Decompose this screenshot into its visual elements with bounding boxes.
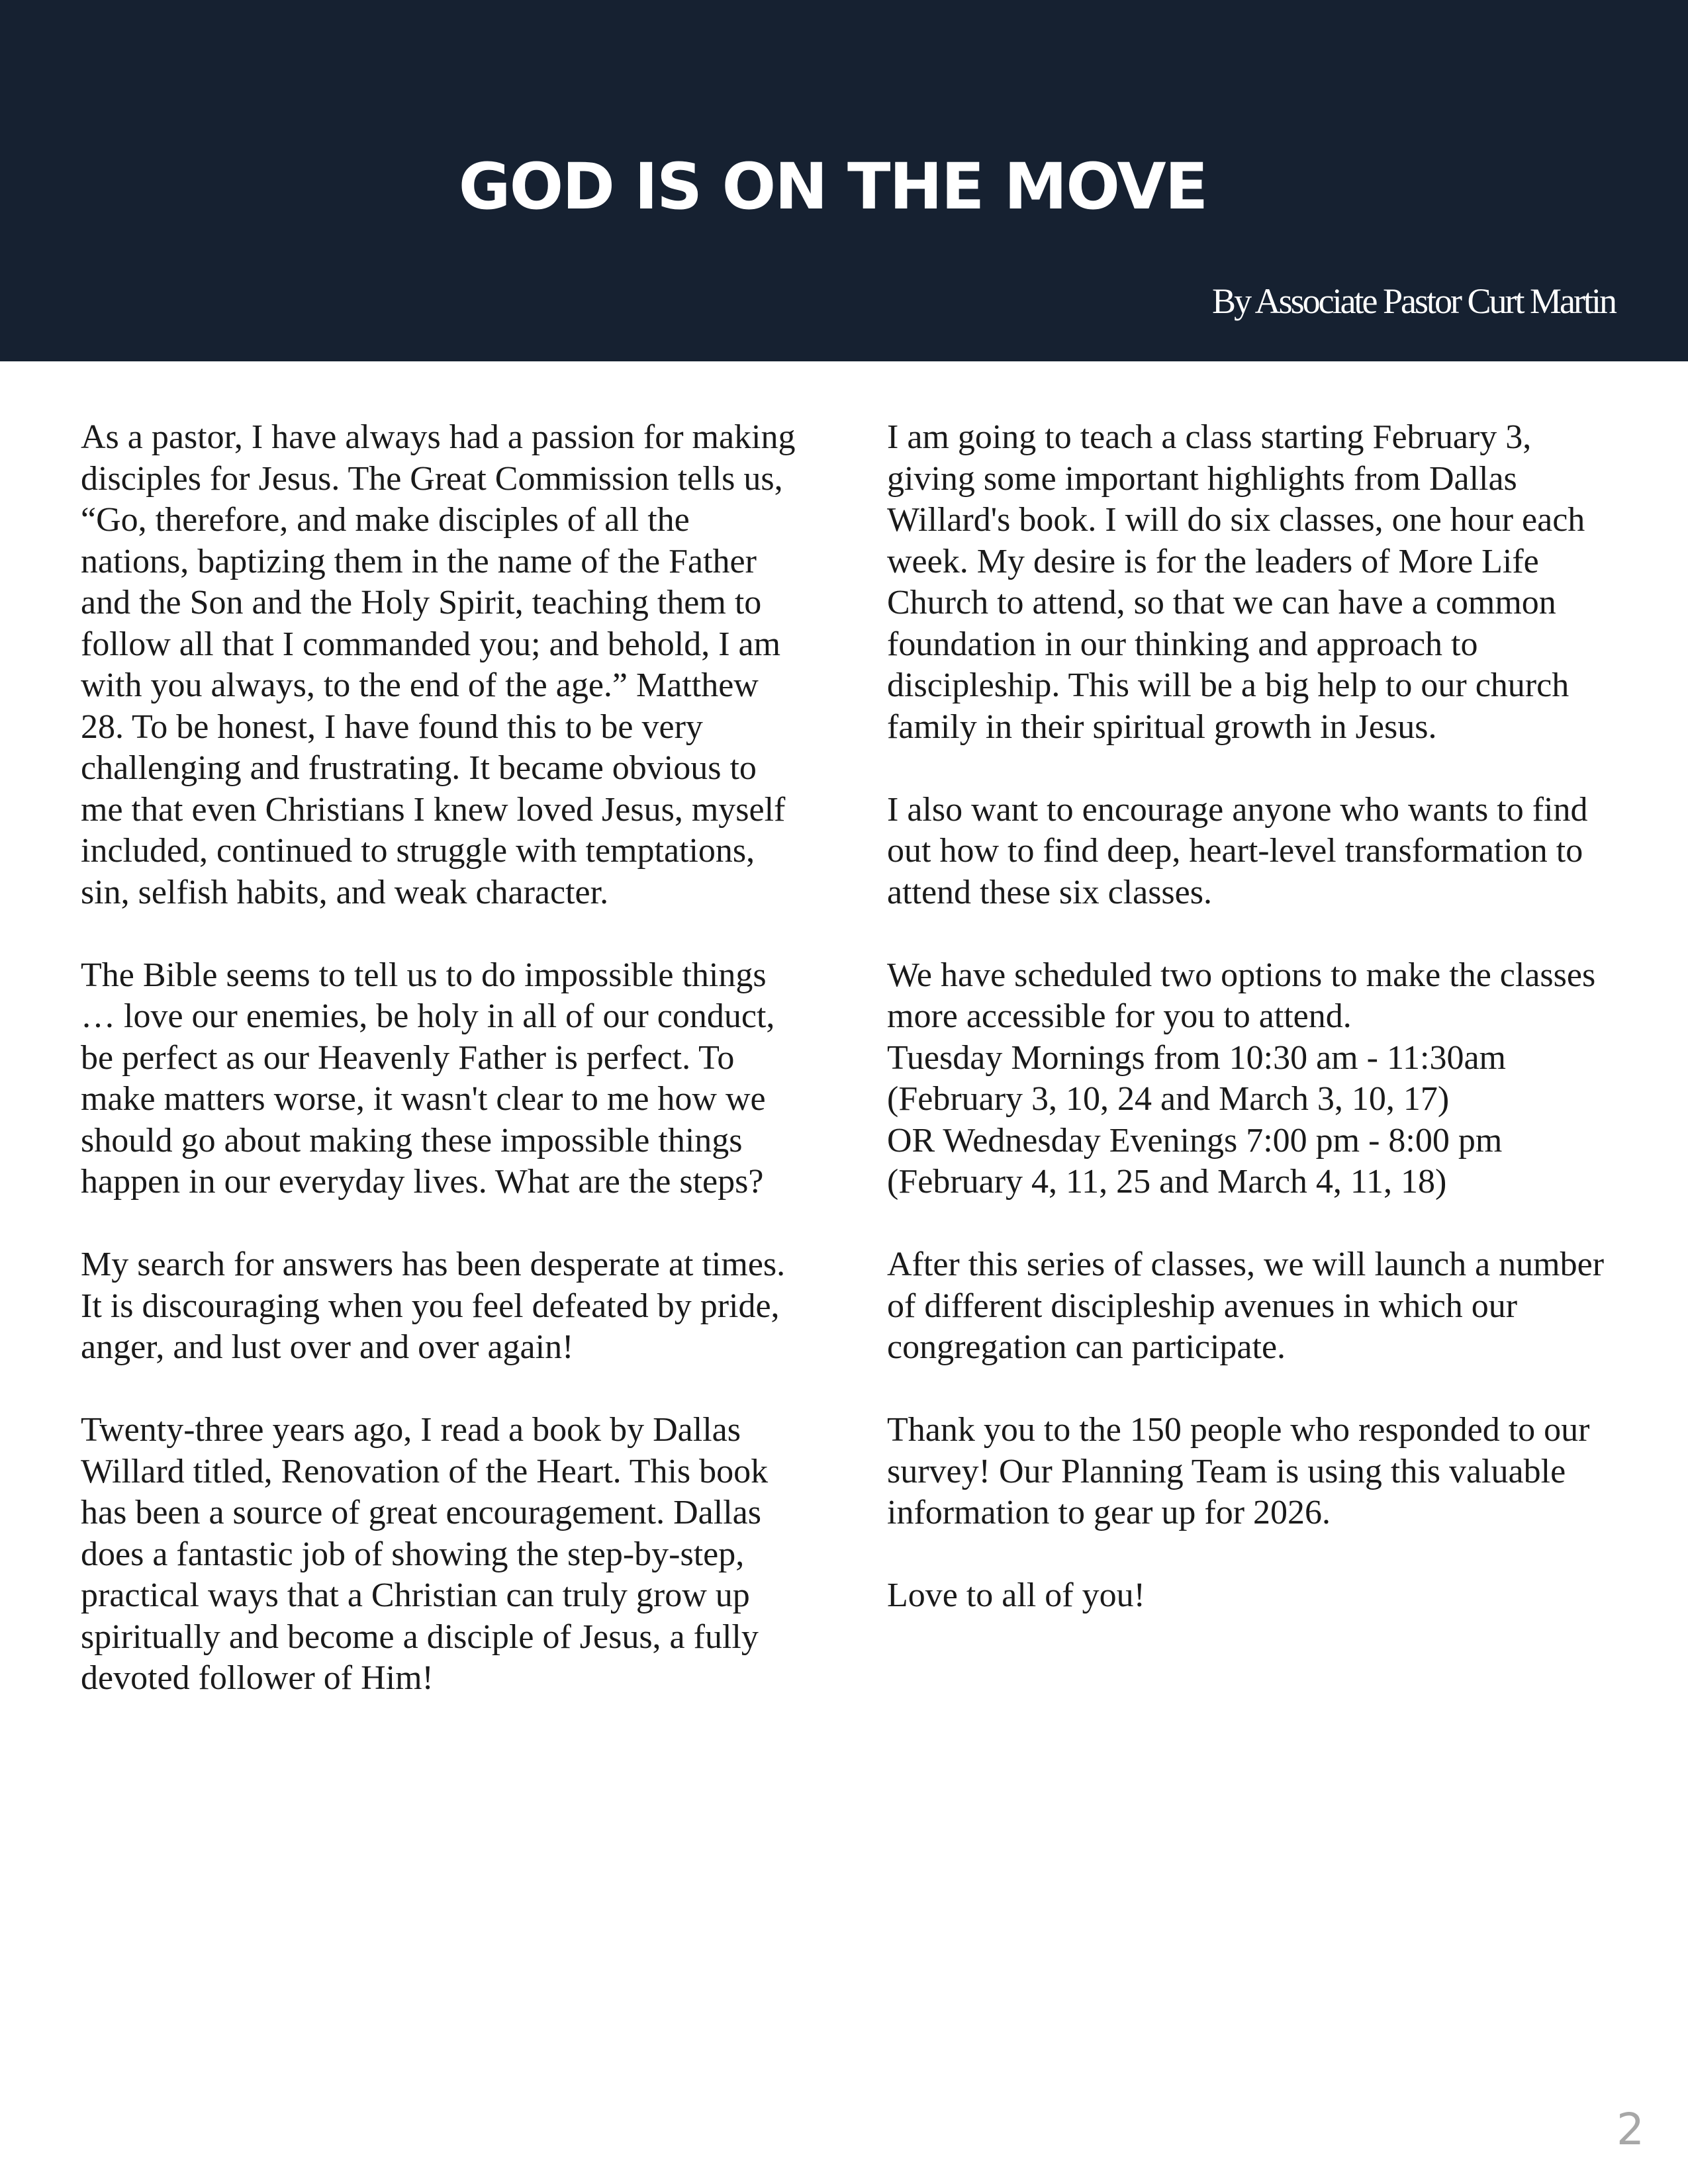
paragraph [81, 1244, 835, 1369]
article-right-column [887, 417, 1628, 1617]
paragraph [887, 417, 1628, 748]
text-line: foundation in our thinking and approach to [887, 625, 1478, 663]
text-line: devoted follower of Him! [81, 1659, 434, 1697]
paragraph [81, 417, 835, 913]
text-line: Willard titled, Renovation of the Heart. This book [81, 1452, 769, 1490]
text-line: Twenty-three years ago, I read a book by Dallas [81, 1411, 741, 1449]
text-line: It is discouraging when you feel defeated by pride, [81, 1287, 780, 1325]
page-number: 2 [1617, 2104, 1644, 2155]
paragraph [887, 1244, 1628, 1369]
text-line: The Bible seems to tell us to do impossible things [81, 956, 767, 994]
paragraph [887, 1410, 1628, 1534]
text-line: … love our enemies, be holy in all of our conduct, [81, 997, 775, 1035]
text-line: has been a source of great encouragement. Dallas [81, 1494, 761, 1531]
text-line: included, continued to struggle with temptations, [81, 832, 755, 870]
page-title: GOD IS ON THE MOVE [458, 150, 1207, 224]
text-line: congregation can participate. [887, 1328, 1286, 1366]
text-line: Tuesday Mornings from 10:30 am - 11:30am [887, 1038, 1506, 1077]
text-line: OR Wednesday Evenings 7:00 pm - 8:00 pm [887, 1121, 1503, 1160]
text-line: family in their spiritual growth in Jesus. [887, 707, 1437, 746]
text-line: practical ways that a Christian can truly grow up [81, 1576, 750, 1614]
text-line: make matters worse, it wasn't clear to me how we [81, 1080, 766, 1118]
text-line: sin, selfish habits, and weak character. [81, 873, 609, 911]
text-line: follow all that I commanded you; and behold, I am [81, 625, 781, 663]
text-line: Love to all of you! [887, 1576, 1145, 1614]
text-line: be perfect as our Heavenly Father is perfect. To [81, 1038, 735, 1077]
text-line: me that even Christians I knew loved Jesus, myself [81, 790, 786, 829]
text-line: I also want to encourage anyone who wants to find [887, 790, 1588, 829]
text-line: Church to attend, so that we can have a common [887, 584, 1556, 621]
text-line: discipleship. This will be a big help to our church [887, 666, 1570, 704]
paragraph [81, 1410, 835, 1700]
text-line: We have scheduled two options to make the classes [887, 956, 1596, 994]
text-line: and the Son and the Holy Spirit, teaching them to [81, 584, 762, 621]
text-line: I am going to teach a class starting February 3, [887, 418, 1532, 456]
paragraph [887, 955, 1628, 1203]
text-line: out how to find deep, heart-level transformation to [887, 832, 1583, 870]
text-line: disciples for Jesus. The Great Commission tells us, [81, 459, 783, 498]
text-line: attend these six classes. [887, 873, 1212, 911]
text-line: should go about making these impossible things [81, 1121, 743, 1160]
paragraph [887, 1575, 1628, 1617]
text-line: more accessible for you to attend. [887, 997, 1352, 1035]
header-banner [0, 0, 1688, 361]
text-line: “Go, therefore, and make disciples of all the [81, 501, 690, 539]
text-line: Willard's book. I will do six classes, one hour each [887, 501, 1585, 539]
text-line: My search for answers has been desperate at times. [81, 1246, 786, 1283]
text-line: happen in our everyday lives. What are the steps? [81, 1163, 764, 1201]
text-line: Thank you to the 150 people who responded to our [887, 1411, 1590, 1449]
article-left-column [81, 417, 835, 1700]
text-line: (February 3, 10, 24 and March 3, 10, 17) [887, 1080, 1450, 1118]
paragraph [887, 790, 1628, 914]
text-line: After this series of classes, we will launch a number [887, 1246, 1605, 1283]
text-line: week. My desire is for the leaders of More Life [887, 542, 1539, 580]
text-line: does a fantastic job of showing the step-by-step, [81, 1535, 745, 1573]
text-line: information to gear up for 2026. [887, 1494, 1331, 1531]
text-line: with you always, to the end of the age.” Matthew [81, 666, 759, 704]
text-line: survey! Our Planning Team is using this valuable [887, 1452, 1566, 1490]
text-line: spiritually and become a disciple of Jesus, a fully [81, 1617, 759, 1656]
text-line: of different discipleship avenues in which our [887, 1287, 1518, 1325]
text-line: anger, and lust over and over again! [81, 1328, 574, 1366]
text-line: challenging and frustrating. It became obvious to [81, 749, 757, 787]
author-byline: By Associate Pastor Curt Martin [1212, 281, 1615, 321]
paragraph [81, 955, 835, 1203]
text-line: As a pastor, I have always had a passion for making [81, 418, 796, 456]
text-line: (February 4, 11, 25 and March 4, 11, 18) [887, 1163, 1447, 1201]
text-line: giving some important highlights from Dallas [887, 459, 1517, 498]
text-line: 28. To be honest, I have found this to be very [81, 707, 703, 746]
text-line: nations, baptizing them in the name of the Father [81, 542, 757, 580]
